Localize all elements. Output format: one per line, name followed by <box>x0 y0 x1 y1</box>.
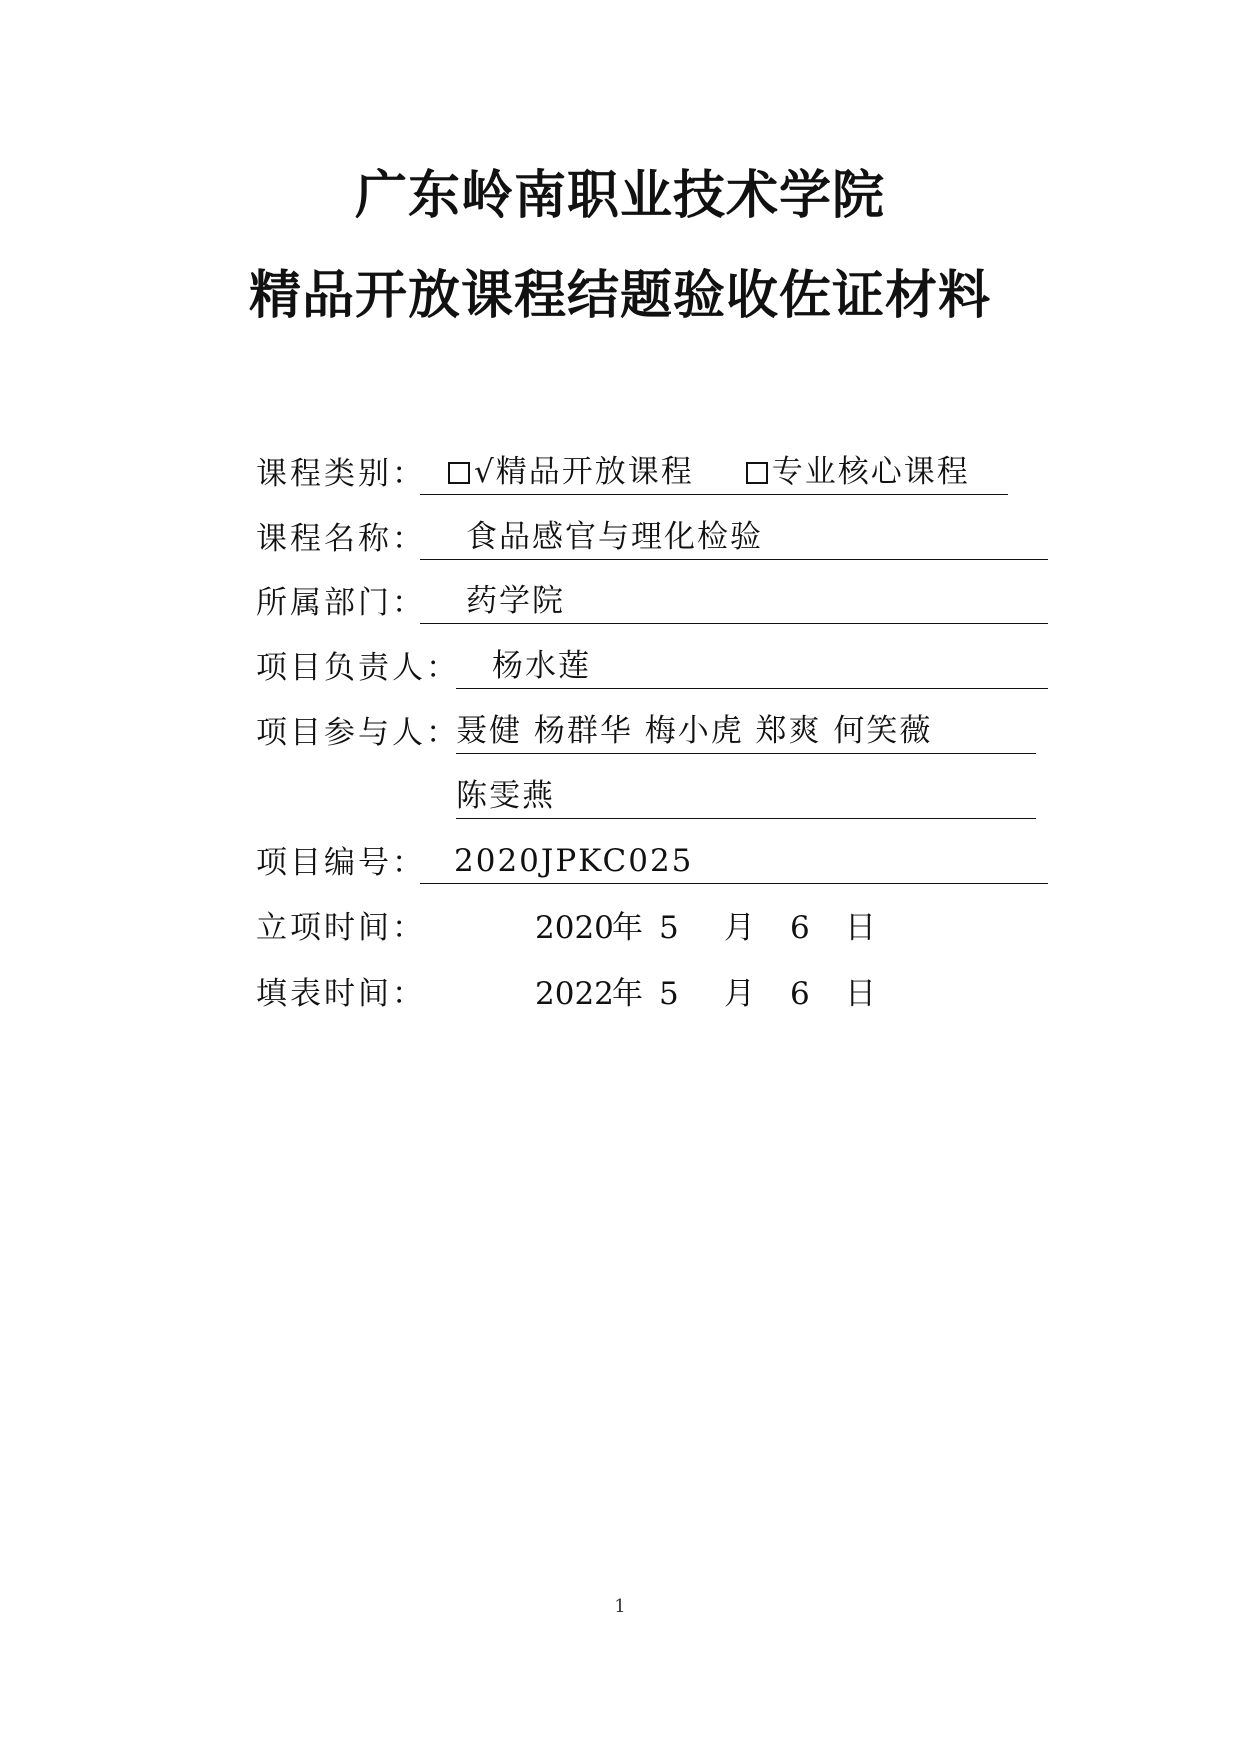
course-name-field <box>420 517 1048 560</box>
start-date-month: 5 <box>659 910 679 946</box>
document-title-line-1: 广东岭南职业技术学院 <box>354 165 885 226</box>
fill-date-day: 6 <box>790 976 810 1012</box>
project-leader-value: 杨水莲 <box>492 648 591 684</box>
checkbox-icon[interactable] <box>746 462 768 484</box>
participants-value-line-1: 聂健 杨群华 梅小虎 郑爽 何笑薇 <box>456 713 933 749</box>
document-title-line-2: 精品开放课程结题验收佐证材料 <box>248 265 991 326</box>
project-leader-label: 项目负责人： <box>256 650 460 686</box>
department-field <box>420 581 1048 624</box>
course-name-label: 课程名称： <box>256 521 426 557</box>
department-value: 药学院 <box>466 583 565 619</box>
course-name-value: 食品感官与理化检验 <box>466 519 763 555</box>
start-date-year: 2020 <box>535 910 614 946</box>
participants-value-line-2: 陈雯燕 <box>456 778 555 814</box>
course-category-label: 课程类别： <box>256 456 426 492</box>
project-number-field <box>420 841 1048 884</box>
category-option-open-course: 精品开放课程 <box>495 454 694 490</box>
start-date-label: 立项时间： <box>256 910 426 946</box>
course-category-field <box>420 452 1008 495</box>
participants-field-line-1 <box>456 711 1036 754</box>
category-option-core-course: 专业核心课程 <box>771 454 970 490</box>
fill-date-year: 2022 <box>535 976 614 1012</box>
fill-date-day-unit: 日 <box>845 976 876 1012</box>
start-date-year-unit: 年 <box>612 910 643 946</box>
fill-date-year-unit: 年 <box>612 976 643 1012</box>
participants-field-line-2 <box>456 776 1036 819</box>
participants-label: 项目参与人： <box>256 715 460 751</box>
fill-date-month: 5 <box>659 976 679 1012</box>
fill-date-label: 填表时间： <box>256 976 426 1012</box>
checkbox-icon[interactable] <box>448 462 470 484</box>
department-label: 所属部门： <box>256 585 426 621</box>
start-date-day: 6 <box>790 910 810 946</box>
checkmark: √ <box>474 454 496 490</box>
project-number-label: 项目编号： <box>256 845 426 881</box>
start-date-month-unit: 月 <box>724 910 755 946</box>
start-date-day-unit: 日 <box>845 910 876 946</box>
fill-date-month-unit: 月 <box>724 976 755 1012</box>
project-number-value: 2020JPKC025 <box>454 843 694 879</box>
project-leader-field <box>456 646 1048 689</box>
page-number: 1 <box>614 1596 626 1617</box>
